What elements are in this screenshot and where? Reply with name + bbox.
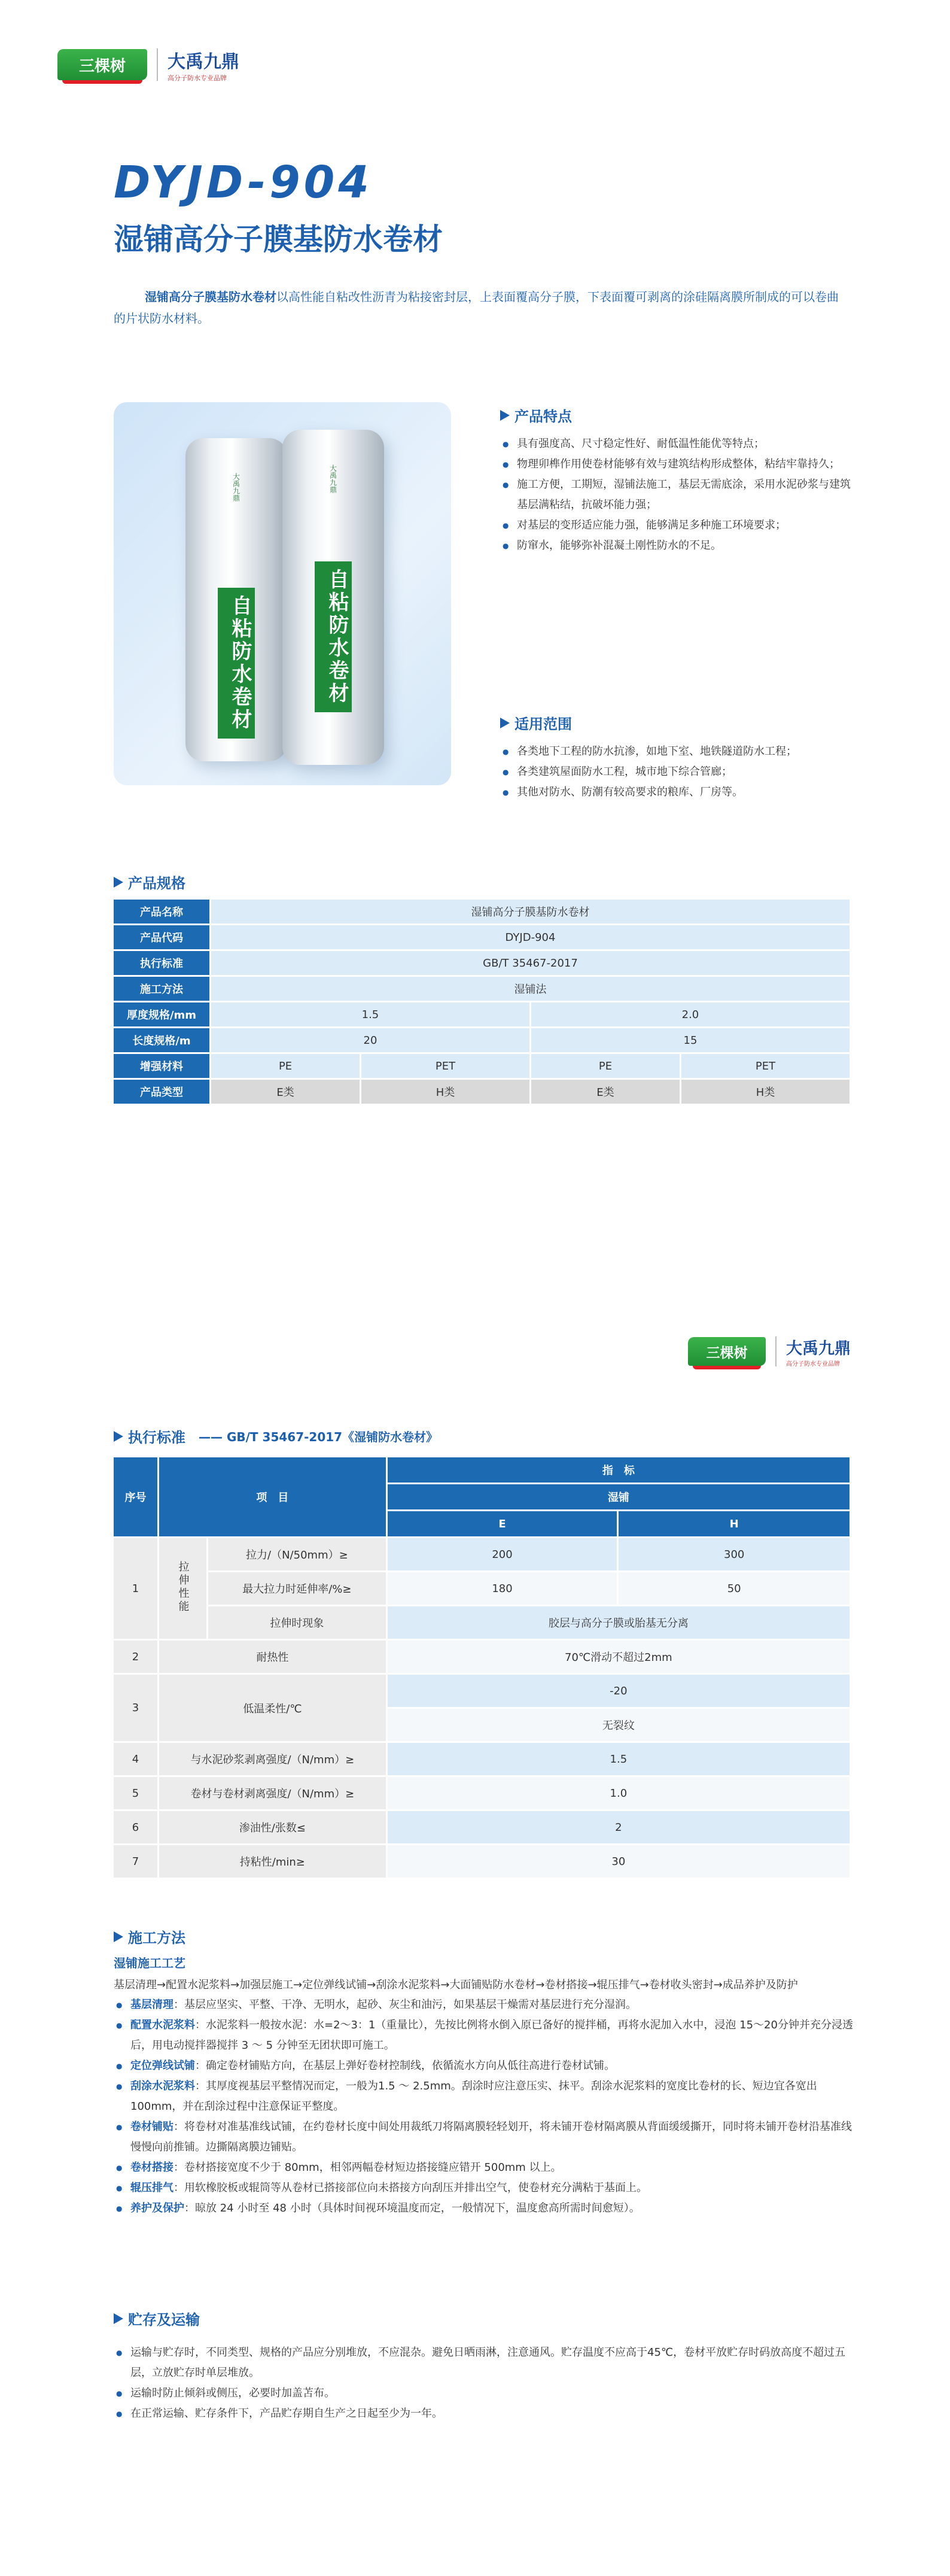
construction-body xyxy=(114,1975,853,2219)
storage-title: 贮存及运输 xyxy=(128,2311,200,2328)
triangle-icon xyxy=(114,1931,123,1942)
list-item: ● 其他对防水、防潮有较高要求的粮库、厂房等。 xyxy=(500,782,853,803)
second-logo xyxy=(688,1335,851,1368)
sankeshu-logo-mark: 三棵树 xyxy=(688,1337,766,1366)
scope-section xyxy=(500,712,853,803)
spec-title: 产品规格 xyxy=(128,875,185,892)
triangle-icon xyxy=(500,718,510,728)
list-item: ● 对基层的变形适应能力强，能够满足多种施工环境要求； xyxy=(500,515,853,536)
scope-title: 适用范围 xyxy=(514,716,572,733)
intro-text: 湿铺高分子膜基防水卷材以高性能自粘改性沥青为粘接密封层，上表面覆高分子膜，下表面覆可剥离的涂硅隔离膜所制成的可以卷曲的片状防水材料。 xyxy=(114,290,839,326)
brand-slogan: 高分子防水专业品牌 xyxy=(168,74,227,82)
storage-heading xyxy=(114,2308,200,2329)
list-item: ● 卷材铺贴：将卷材对准基准线试铺，在约卷材长度中间处用裁纸刀将隔离膜轻轻划开，将未铺开卷材隔离膜从背面缓缓撕开，同时将未铺开卷材沿基准线慢慢向前推铺。边撕隔离膜边铺贴。 xyxy=(114,2117,853,2158)
spec-heading xyxy=(114,871,185,892)
scope-list xyxy=(500,742,853,803)
features-section xyxy=(500,405,853,556)
spec-table: 产品名称 湿铺高分子膜基防水卷材 产品代码 DYJD-904 执行标准 GB/T 35467-2017 施工方法 湿铺法 厚度规格/mm 1.5 2.0 长度规格/m 20 15 增强材料 PE PET PE PET 产品类型 E类 H类 E类 H类 xyxy=(112,898,851,1105)
triangle-icon xyxy=(114,1431,123,1442)
list-item: ● 具有强度高、尺寸稳定性好、耐低温性能优等特点； xyxy=(500,434,853,454)
sankeshu-logo-mark: 三棵树 xyxy=(57,49,147,80)
product-name-title: 湿铺高分子膜基防水卷材 xyxy=(114,222,443,257)
standard-subtitle: —— GB/T 35467-2017《湿铺防水卷材》 xyxy=(199,1430,439,1444)
standard-heading xyxy=(114,1426,438,1447)
standard-title: 执行标准 xyxy=(128,1429,185,1446)
list-item: ● 刮涂水泥浆料：其厚度视基层平整情况而定，一般为1.5 ～ 2.5mm。刮涂时应注意压实、抹平。刮涂水泥浆料的宽度比卷材的长、短边宜各宽出 100mm，并在刮涂过程中注意保证平整度。 xyxy=(114,2076,853,2117)
list-item: ● 物理卯榫作用使卷材能够有效与建筑结构形成整体，粘结牢靠持久； xyxy=(500,454,853,475)
brand-slogan: 高分子防水专业品牌 xyxy=(786,1361,840,1368)
storage-body xyxy=(114,2343,853,2424)
triangle-icon xyxy=(500,410,510,421)
list-item: ● 各类建筑屋面防水工程，城市地下综合管廊； xyxy=(500,762,853,782)
construction-flow: 基层清理→配置水泥浆料→加强层施工→定位弹线试铺→刮涂水泥浆料→大面铺贴防水卷材→卷材搭接→辊压排气→卷材收头密封→成品养护及防护 xyxy=(114,1979,798,1991)
list-item: ● 基层清理：基层应坚实、平整、干净、无明水，起砂、灰尘和油污，如果基层干燥需对基层进行充分湿润。 xyxy=(114,1995,853,2015)
list-item: ● 定位弹线试铺：确定卷材铺贴方向，在基层上弹好卷材控制线，依循流水方向从低往高进行卷材试铺。 xyxy=(114,2056,853,2076)
triangle-icon xyxy=(114,877,123,888)
product-code-title: DYJD-904 xyxy=(114,157,373,208)
brand-name: 大禹九鼎 xyxy=(786,1339,851,1358)
features-title: 产品特点 xyxy=(514,408,572,425)
list-item: ● 辊压排气：用软橡胶板或辊筒等从卷材已搭接部位向未搭接方向刮压并排出空气，使卷材充分满粘于基面上。 xyxy=(114,2178,853,2198)
product-photo xyxy=(114,402,451,785)
list-item: ● 防窜水，能够弥补混凝土刚性防水的不足。 xyxy=(500,536,853,556)
roll-left: 大禹九鼎 自粘防水卷材 xyxy=(185,438,287,761)
construction-heading xyxy=(114,1926,185,1947)
list-item: ● 施工方便，工期短，湿铺法施工，基层无需底涂，采用水泥砂浆与建筑基层满粘结，抗破坏能力强； xyxy=(500,475,853,515)
list-item: ● 运输与贮存时，不同类型、规格的产品应分别堆放，不应混杂。避免日晒雨淋，注意通风。贮存温度不应高于45℃，卷材平放贮存时码放高度不超过五层，立放贮存时单层堆放。 xyxy=(114,2343,853,2383)
standard-table: 序号 项 目 指 标 湿铺 E H 1 拉伸性能 拉力/（N/50mm）≥ 200 300 最大拉力时延伸率/%≥ 180 50 拉伸时现象 胶层与高分子膜或胎基无分离 2 耐热性 70℃滑动不超过2mm 3 低温柔性/℃ -20 无裂纹 4 与水泥砂浆剥离强度/（N/mm）≥ 1.5 5 卷材与卷材剥离强度/（N/mm）≥ 1.0 6 渗油性/张数≤ 2 7 持粘性/min≥ 30 xyxy=(112,1456,851,1879)
roll-right: 大禹九鼎 自粘防水卷材 xyxy=(282,430,384,765)
construction-title: 施工方法 xyxy=(128,1930,185,1946)
brand-name: 大禹九鼎 xyxy=(168,51,239,72)
list-item: ● 在正常运输、贮存条件下，产品贮存期自生产之日起至少为一年。 xyxy=(114,2404,853,2424)
features-list xyxy=(500,434,853,556)
list-item: ● 养护及保护：晾放 24 小时至 48 小时（具体时间视环境温度而定，一般情况下，温度愈高所需时间愈短）。 xyxy=(114,2198,853,2219)
tensile-group-label: 拉伸性能 xyxy=(176,1560,190,1614)
list-item: ● 运输时防止倾斜或侧压，必要时加盖苫布。 xyxy=(114,2383,853,2404)
list-item: ● 各类地下工程的防水抗渗，如地下室、地铁隧道防水工程； xyxy=(500,742,853,762)
construction-subtitle: 湿铺施工工艺 xyxy=(114,1956,185,1970)
top-logo xyxy=(57,48,239,81)
list-item: ● 卷材搭接：卷材搭接宽度不少于 80mm，相邻两幅卷材短边搭接缝应错开 500mm 以上。 xyxy=(114,2158,853,2178)
list-item: ● 配置水泥浆料：水泥浆料一般按水泥：水=2～3：1（重量比），先按比例将水倒入原已备好的搅拌桶，再将水泥加入水中，浸泡 15～20分钟并充分浸透后，用电动搅拌器搅拌 3 ～ 5 分钟至无团状即可施工。 xyxy=(114,2015,853,2056)
triangle-icon xyxy=(114,2313,123,2324)
